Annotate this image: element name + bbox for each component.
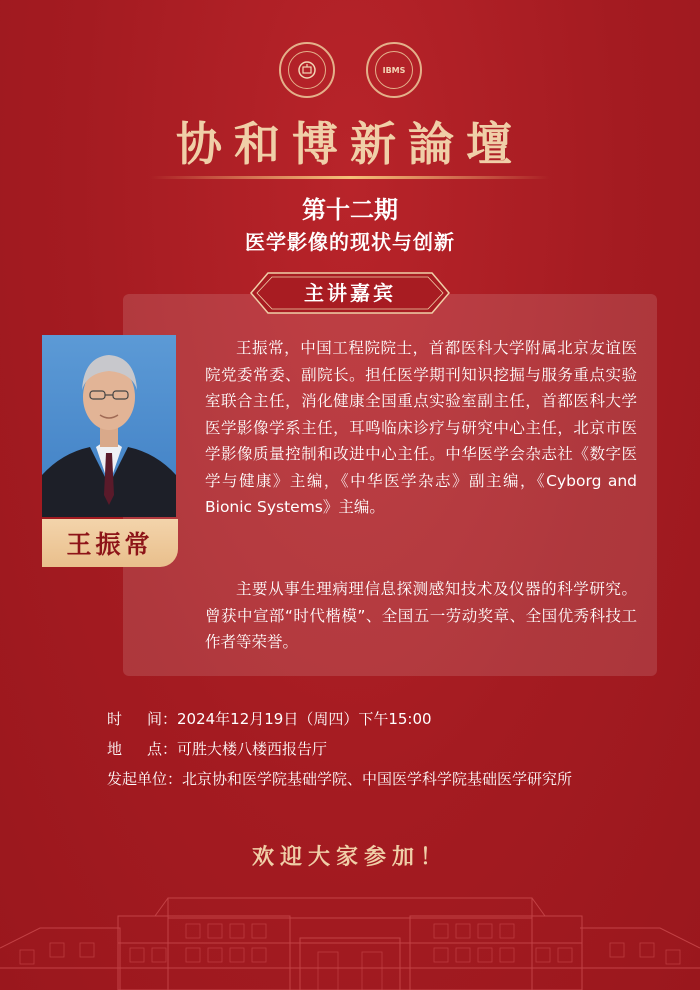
event-time-label: 时 间： <box>107 710 177 728</box>
forum-title: 协和博新論壇 <box>176 117 524 171</box>
speaker-bio-paragraph-2: 主要从事生理病理信息探测感知技术及仪器的科学研究。曾获中宣部“时代楷模”、全国五一劳动奖章、全国优秀科技工作者等荣誉。 <box>205 580 637 651</box>
pumc-logo <box>279 42 335 98</box>
lecture-topic: 医学影像的现状与创新 <box>245 230 455 254</box>
speaker-name: 王振常 <box>66 530 154 559</box>
event-organizer-value: 北京协和医学院基础学院、中国医学科学院基础医学研究所 <box>182 770 573 788</box>
pumc-logo-inner <box>288 51 326 89</box>
portrait-icon <box>42 335 176 517</box>
event-place-value: 可胜大楼八楼西报告厅 <box>177 740 328 758</box>
speaker-photo <box>42 335 176 517</box>
event-place-row <box>107 738 327 759</box>
guest-section-badge <box>250 272 450 314</box>
speaker-bio-paragraph-1: 王振常，中国工程院院士，首都医科大学附属北京友谊医院党委常委、副院长。担任医学期刊知识挖掘与服务重点实验室联合主任，消化健康全国重点实验室副主任，首都医科大学医学影像学系主任，耳鸣临床诊疗与研究中心主任，北京市医学影像质量控制和改进中心主任。中华医学会杂志社《数字医学与健康》主编，《中华医学杂志》副主编，《Cyborg and Bionic Systems》主编。 <box>205 339 637 516</box>
event-time-row <box>107 708 432 729</box>
guest-section-label: 主讲嘉宾 <box>304 281 396 305</box>
building-illustration-icon <box>0 888 700 990</box>
event-place-label: 地 点： <box>107 740 177 758</box>
welcome-message: 欢迎大家参加！ <box>251 845 448 870</box>
ibms-logo <box>366 42 422 98</box>
issue-number: 第十二期 <box>302 196 398 224</box>
ibms-logo-text: IBMS <box>375 51 413 89</box>
emblem-icon <box>296 59 318 81</box>
title-divider <box>150 176 550 179</box>
event-time-value: 2024年12月19日（周四）下午15:00 <box>177 710 432 728</box>
speaker-name-badge <box>42 519 178 567</box>
event-organizer-row <box>107 768 572 789</box>
event-organizer-label: 发起单位： <box>107 770 183 788</box>
